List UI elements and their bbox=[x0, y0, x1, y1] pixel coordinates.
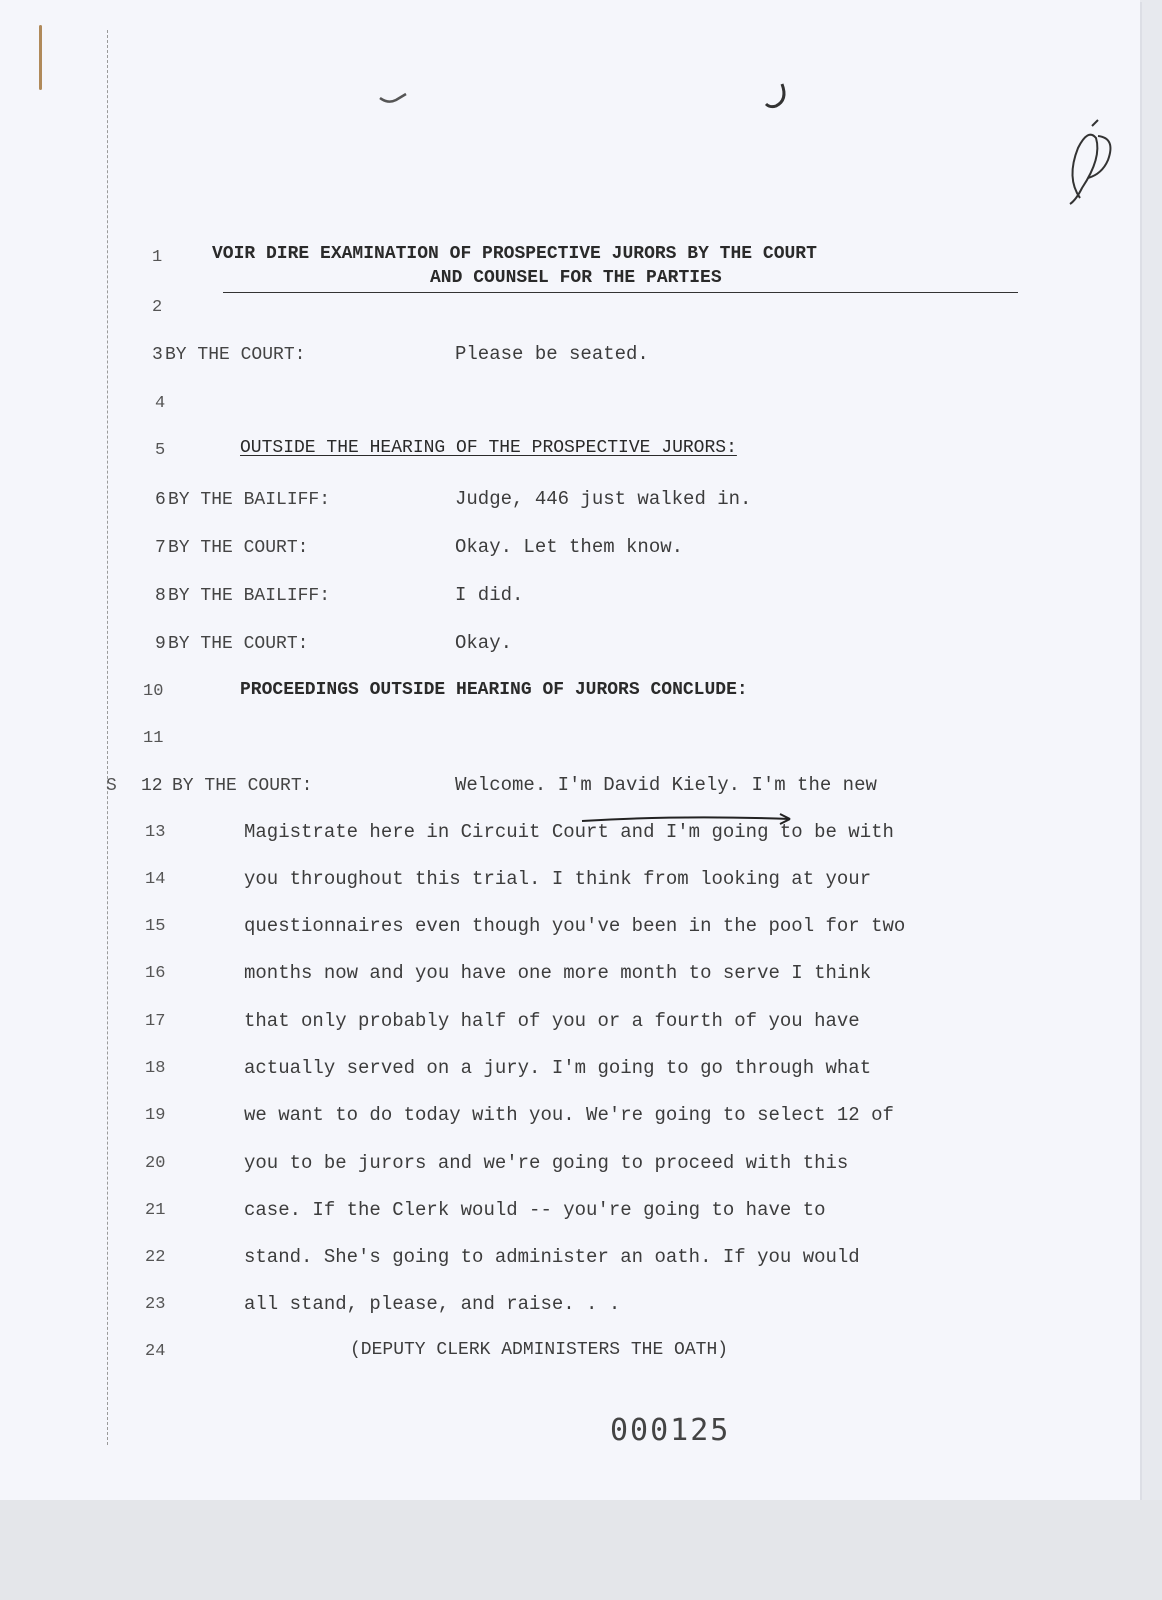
section-heading: OUTSIDE THE HEARING OF THE PROSPECTIVE JURORS: bbox=[240, 438, 737, 458]
speech-text: Okay. Let them know. bbox=[455, 536, 684, 558]
stage-direction: (DEPUTY CLERK ADMINISTERS THE OATH) bbox=[350, 1340, 729, 1360]
speech-text: that only probably half of you or a fourth of you have bbox=[244, 1010, 860, 1032]
speech-text: actually served on a jury. I'm going to go through what bbox=[244, 1057, 872, 1079]
speaker-label: BY THE COURT: bbox=[168, 538, 309, 558]
line-number: 3 bbox=[152, 345, 163, 365]
line-number: 22 bbox=[145, 1248, 166, 1267]
line-number: 4 bbox=[155, 394, 166, 413]
margin-rule bbox=[107, 30, 108, 1445]
speech-text: Magistrate here in Circuit Court and I'm going to be with bbox=[244, 821, 894, 843]
line-number: 5 bbox=[155, 441, 166, 460]
speech-text: questionnaires even though you've been in the pool for two bbox=[244, 915, 906, 937]
line-number: 23 bbox=[145, 1295, 166, 1314]
line-number: 1 bbox=[152, 248, 163, 267]
line-number: 8 bbox=[155, 586, 166, 606]
line-number: 18 bbox=[145, 1059, 166, 1078]
page-number: 000125 bbox=[610, 1413, 731, 1448]
line-number: 2 bbox=[152, 298, 163, 317]
handwritten-initial-mark bbox=[1058, 118, 1118, 210]
speaker-label: BY THE BAILIFF: bbox=[168, 490, 331, 510]
line-number: 20 bbox=[145, 1154, 166, 1173]
line-number: 13 bbox=[145, 823, 166, 842]
section-heading: PROCEEDINGS OUTSIDE HEARING OF JURORS CONCLUDE: bbox=[240, 680, 748, 700]
speech-text: Judge, 446 just walked in. bbox=[455, 488, 752, 510]
line-number: 12 bbox=[141, 776, 163, 796]
margin-fragment: S bbox=[106, 776, 117, 796]
speech-text: I did. bbox=[455, 584, 524, 606]
speech-text: case. If the Clerk would -- you're going to have to bbox=[244, 1199, 826, 1221]
line-number: 14 bbox=[145, 870, 166, 889]
speech-text: all stand, please, and raise. . . bbox=[244, 1293, 621, 1315]
speech-text: months now and you have one more month to serve I think bbox=[244, 962, 872, 984]
document-title-line1: VOIR DIRE EXAMINATION OF PROSPECTIVE JURORS BY THE COURT bbox=[212, 244, 817, 264]
speech-text: we want to do today with you. We're going to select 12 of bbox=[244, 1104, 894, 1126]
title-underline bbox=[223, 292, 1018, 293]
scan-mark bbox=[764, 82, 790, 112]
line-number: 21 bbox=[145, 1201, 166, 1220]
speech-text: Welcome. I'm David Kiely. I'm the new bbox=[455, 774, 877, 796]
document-title-line2: AND COUNSEL FOR THE PARTIES bbox=[430, 268, 722, 288]
speech-text: stand. She's going to administer an oath. If you would bbox=[244, 1246, 860, 1268]
line-number: 7 bbox=[155, 538, 166, 558]
scan-mark bbox=[378, 92, 408, 106]
speech-text: Okay. bbox=[455, 632, 513, 654]
line-number: 15 bbox=[145, 917, 166, 936]
line-number: 6 bbox=[155, 490, 166, 510]
speaker-label: BY THE COURT: bbox=[165, 345, 306, 365]
line-number: 24 bbox=[145, 1342, 166, 1361]
line-number: 17 bbox=[145, 1012, 166, 1031]
speaker-label: BY THE BAILIFF: bbox=[168, 586, 331, 606]
scan-bottom-edge bbox=[0, 1500, 1162, 1600]
line-number: 19 bbox=[145, 1106, 166, 1125]
speaker-label: BY THE COURT: bbox=[168, 634, 309, 654]
line-number: 11 bbox=[143, 729, 164, 748]
speech-text: Please be seated. bbox=[455, 343, 649, 365]
speech-text: you throughout this trial. I think from looking at your bbox=[244, 868, 872, 890]
line-number: 9 bbox=[155, 634, 166, 654]
staple-mark bbox=[39, 25, 42, 90]
speech-text: you to be jurors and we're going to proceed with this bbox=[244, 1152, 849, 1174]
line-number: 16 bbox=[145, 964, 166, 983]
line-number: 10 bbox=[143, 682, 164, 701]
speaker-label: BY THE COURT: bbox=[172, 776, 313, 796]
